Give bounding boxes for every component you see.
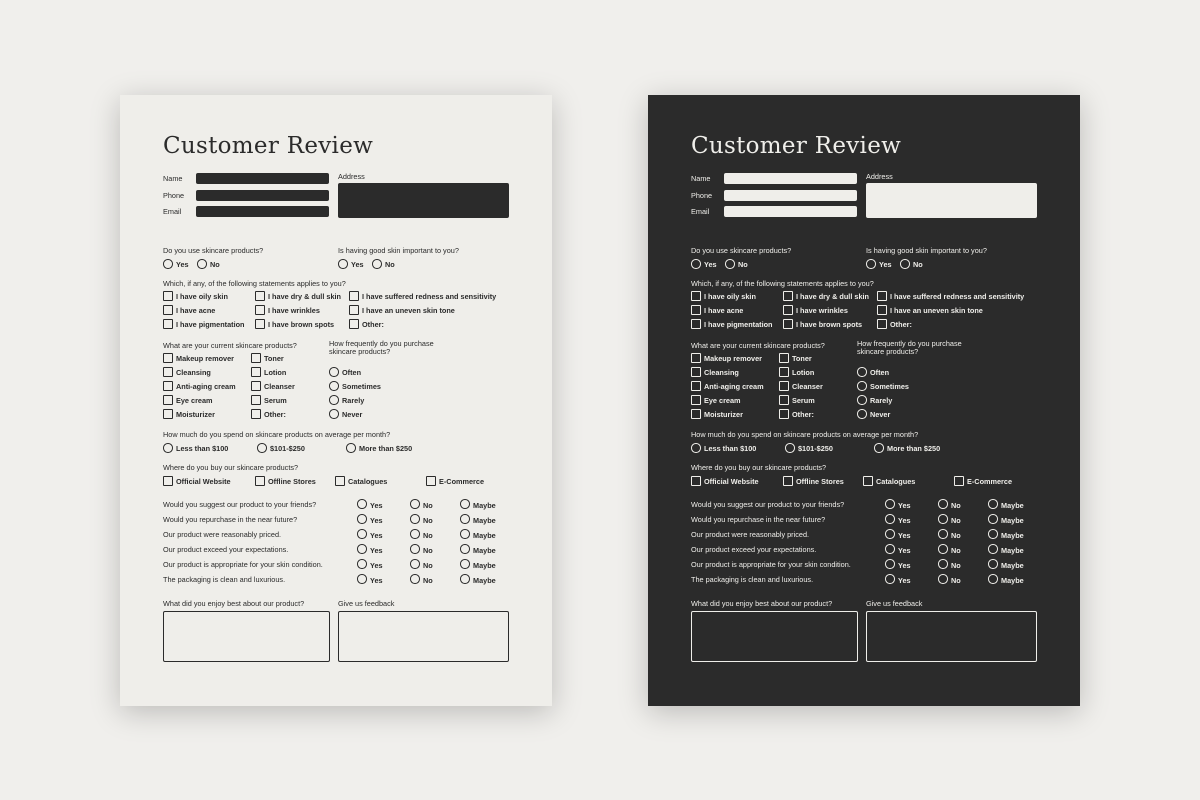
option-label: Official Website: [704, 477, 759, 486]
option-label: E-Commerce: [439, 477, 485, 486]
email-label: Email: [691, 207, 710, 216]
option-label: Maybe: [1001, 561, 1024, 570]
checkbox[interactable]: [251, 409, 261, 419]
option-label: $101-$250: [798, 444, 833, 453]
checkbox[interactable]: [691, 319, 701, 329]
option-label: No: [738, 260, 748, 269]
option-label: No: [210, 260, 220, 269]
radio-maybe[interactable]: [460, 529, 470, 539]
option-label: Sometimes: [870, 382, 909, 391]
radio-yes[interactable]: [885, 514, 895, 524]
checkbox[interactable]: [779, 381, 789, 391]
option-label: No: [423, 501, 433, 510]
option-label: Official Website: [176, 477, 231, 486]
option-label: Less than $100: [704, 444, 757, 453]
question-label: How much do you spend on skincare products on average per month?: [163, 430, 391, 439]
option-label: No: [423, 561, 433, 570]
option-label: Maybe: [1001, 576, 1024, 585]
checkbox[interactable]: [251, 395, 261, 405]
option-label: Anti-aging cream: [704, 382, 764, 391]
option-label: Maybe: [473, 516, 496, 525]
email-label: Email: [163, 207, 182, 216]
option-label: Yes: [370, 561, 383, 570]
feedback-textarea[interactable]: [866, 611, 1037, 662]
question-label: Where do you buy our skincare products?: [691, 463, 827, 472]
option-label: I have pigmentation: [176, 320, 245, 329]
email-field[interactable]: [724, 206, 857, 217]
question-label: Which, if any, of the following statements applies to you?: [691, 279, 874, 288]
option-label: Maybe: [1001, 501, 1024, 510]
question-label: What are your current skincare products?: [163, 341, 297, 350]
checkbox[interactable]: [255, 319, 265, 329]
checkbox[interactable]: [877, 291, 887, 301]
checkbox[interactable]: [255, 305, 265, 315]
checkbox[interactable]: [163, 291, 173, 301]
radio-maybe[interactable]: [988, 574, 998, 584]
option-label: Often: [342, 368, 362, 377]
enjoy-textarea[interactable]: [163, 611, 330, 662]
question-label: What are your current skincare products?: [691, 341, 825, 350]
checkbox[interactable]: [335, 476, 345, 486]
question-label: How frequently do you purchase: [329, 339, 434, 348]
radio-yes[interactable]: [885, 544, 895, 554]
radio-maybe[interactable]: [460, 514, 470, 524]
radio-no[interactable]: [410, 559, 420, 569]
radio-maybe[interactable]: [988, 514, 998, 524]
option-label: I have pigmentation: [704, 320, 773, 329]
option-label: I have suffered redness and sensitivity: [362, 292, 497, 301]
option-label: Makeup remover: [704, 354, 762, 363]
checkbox[interactable]: [255, 291, 265, 301]
name-field[interactable]: [196, 173, 329, 184]
option-label: Yes: [370, 546, 383, 555]
option-label: Catalogues: [348, 477, 388, 486]
radio-yes[interactable]: [885, 529, 895, 539]
rating-question: Our product exceed your expectations.: [163, 545, 289, 554]
option-label: Eye cream: [176, 396, 213, 405]
option-label: Cleansing: [704, 368, 739, 377]
checkbox[interactable]: [691, 353, 701, 363]
radio-no[interactable]: [410, 574, 420, 584]
radio-no[interactable]: [372, 259, 382, 269]
option-label: No: [951, 501, 961, 510]
radio-no[interactable]: [938, 499, 948, 509]
checkbox[interactable]: [877, 305, 887, 315]
option-label: I have brown spots: [796, 320, 863, 329]
option-label: No: [951, 561, 961, 570]
option-label: Cleansing: [176, 368, 211, 377]
rating-question: Our product exceed your expectations.: [691, 545, 817, 554]
option-label: Yes: [370, 531, 383, 540]
checkbox[interactable]: [251, 381, 261, 391]
option-label: Offline Stores: [268, 477, 316, 486]
phone-field[interactable]: [724, 190, 857, 201]
question-label: skincare products?: [857, 347, 919, 356]
option-label: Yes: [370, 516, 383, 525]
rating-question: The packaging is clean and luxurious.: [691, 575, 814, 584]
radio-maybe[interactable]: [988, 544, 998, 554]
option-label: No: [951, 531, 961, 540]
option-label: No: [951, 546, 961, 555]
option-label: Yes: [898, 531, 911, 540]
rating-question: Would you suggest our product to your friends?: [163, 500, 317, 509]
enjoy-textarea[interactable]: [691, 611, 858, 662]
option-label: Cleanser: [264, 382, 295, 391]
question-label: Give us feedback: [866, 599, 923, 608]
option-label: I have dry & dull skin: [796, 292, 869, 301]
checkbox[interactable]: [163, 409, 173, 419]
radio-maybe[interactable]: [988, 529, 998, 539]
checkbox[interactable]: [783, 291, 793, 301]
radio-button[interactable]: [329, 367, 339, 377]
checkbox[interactable]: [954, 476, 964, 486]
option-label: More than $250: [887, 444, 941, 453]
option-label: Maybe: [473, 561, 496, 570]
form-title: Customer Review: [163, 133, 374, 159]
option-label: Serum: [264, 396, 287, 405]
option-label: No: [385, 260, 395, 269]
checkbox[interactable]: [691, 409, 701, 419]
option-label: Makeup remover: [176, 354, 234, 363]
option-label: No: [951, 576, 961, 585]
radio-yes[interactable]: [691, 259, 701, 269]
option-label: Eye cream: [704, 396, 741, 405]
option-label: Anti-aging cream: [176, 382, 236, 391]
checkbox[interactable]: [163, 476, 173, 486]
radio-button[interactable]: [857, 367, 867, 377]
radio-no[interactable]: [725, 259, 735, 269]
option-label: Yes: [898, 546, 911, 555]
radio-button[interactable]: [329, 395, 339, 405]
checkbox[interactable]: [779, 353, 789, 363]
question-label: Do you use skincare products?: [691, 246, 792, 255]
option-label: Other:: [792, 410, 814, 419]
checkbox[interactable]: [251, 367, 261, 377]
name-label: Name: [691, 174, 711, 183]
checkbox[interactable]: [691, 291, 701, 301]
option-label: Lotion: [792, 368, 815, 377]
option-label: I have an uneven skin tone: [362, 306, 455, 315]
option-label: No: [913, 260, 923, 269]
radio-maybe[interactable]: [460, 544, 470, 554]
option-label: Serum: [792, 396, 815, 405]
radio-button[interactable]: [329, 409, 339, 419]
radio-button[interactable]: [874, 443, 884, 453]
option-label: Toner: [264, 354, 284, 363]
option-label: Yes: [898, 576, 911, 585]
radio-button[interactable]: [346, 443, 356, 453]
checkbox[interactable]: [255, 476, 265, 486]
name-label: Name: [163, 174, 183, 183]
checkbox[interactable]: [863, 476, 873, 486]
checkbox[interactable]: [349, 305, 359, 315]
option-label: I have brown spots: [268, 320, 335, 329]
radio-no[interactable]: [938, 529, 948, 539]
rating-question: Would you repurchase in the near future?: [163, 515, 298, 524]
checkbox[interactable]: [779, 409, 789, 419]
question-label: Where do you buy our skincare products?: [163, 463, 299, 472]
radio-yes[interactable]: [357, 499, 367, 509]
option-label: I have oily skin: [704, 292, 756, 301]
option-label: Rarely: [342, 396, 365, 405]
question-label: Which, if any, of the following statements applies to you?: [163, 279, 346, 288]
option-label: Yes: [370, 576, 383, 585]
option-label: Yes: [351, 260, 364, 269]
radio-yes[interactable]: [885, 559, 895, 569]
option-label: I have dry & dull skin: [268, 292, 341, 301]
address-label: Address: [866, 172, 893, 181]
checkbox[interactable]: [783, 319, 793, 329]
option-label: Toner: [792, 354, 812, 363]
option-label: $101-$250: [270, 444, 305, 453]
option-label: Yes: [879, 260, 892, 269]
radio-yes[interactable]: [885, 499, 895, 509]
radio-yes[interactable]: [357, 529, 367, 539]
radio-yes[interactable]: [357, 559, 367, 569]
checkbox[interactable]: [251, 353, 261, 363]
option-label: Yes: [370, 501, 383, 510]
option-label: Catalogues: [876, 477, 916, 486]
radio-no[interactable]: [938, 544, 948, 554]
rating-question: Our product is appropriate for your skin condition.: [691, 560, 851, 569]
radio-no[interactable]: [410, 499, 420, 509]
option-label: Yes: [898, 516, 911, 525]
option-label: I have an uneven skin tone: [890, 306, 983, 315]
radio-maybe[interactable]: [988, 559, 998, 569]
option-label: No: [423, 576, 433, 585]
address-field[interactable]: [866, 183, 1037, 218]
checkbox[interactable]: [349, 291, 359, 301]
radio-yes[interactable]: [357, 514, 367, 524]
option-label: Moisturizer: [176, 410, 215, 419]
radio-no[interactable]: [938, 514, 948, 524]
question-label: How frequently do you purchase: [857, 339, 962, 348]
radio-button[interactable]: [163, 443, 173, 453]
rating-question: Our product is appropriate for your skin condition.: [163, 560, 323, 569]
option-label: Never: [342, 410, 363, 419]
checkbox[interactable]: [349, 319, 359, 329]
question-label: Give us feedback: [338, 599, 395, 608]
checkbox[interactable]: [691, 305, 701, 315]
phone-field[interactable]: [196, 190, 329, 201]
radio-no[interactable]: [900, 259, 910, 269]
option-label: Yes: [898, 501, 911, 510]
radio-button[interactable]: [785, 443, 795, 453]
rating-question: Our product were reasonably priced.: [691, 530, 810, 539]
question-label: What did you enjoy best about our product?: [691, 599, 833, 608]
option-label: No: [951, 516, 961, 525]
option-label: Other:: [890, 320, 912, 329]
radio-no[interactable]: [410, 544, 420, 554]
checkbox[interactable]: [691, 381, 701, 391]
radio-button[interactable]: [857, 395, 867, 405]
checkbox[interactable]: [163, 367, 173, 377]
option-label: Maybe: [473, 546, 496, 555]
checkbox[interactable]: [783, 476, 793, 486]
radio-maybe[interactable]: [460, 499, 470, 509]
option-label: Less than $100: [176, 444, 229, 453]
checkbox[interactable]: [779, 367, 789, 377]
radio-no[interactable]: [410, 529, 420, 539]
radio-yes[interactable]: [357, 574, 367, 584]
option-label: I have wrinkles: [268, 306, 320, 315]
rating-question: Would you repurchase in the near future?: [691, 515, 826, 524]
checkbox[interactable]: [163, 319, 173, 329]
option-label: More than $250: [359, 444, 413, 453]
feedback-textarea[interactable]: [338, 611, 509, 662]
option-label: Yes: [176, 260, 189, 269]
option-label: Often: [870, 368, 890, 377]
checkbox[interactable]: [426, 476, 436, 486]
option-label: Maybe: [473, 501, 496, 510]
radio-button[interactable]: [257, 443, 267, 453]
form-page-light: [120, 95, 552, 706]
option-label: No: [423, 531, 433, 540]
email-field[interactable]: [196, 206, 329, 217]
option-label: Maybe: [1001, 516, 1024, 525]
question-label: skincare products?: [329, 347, 391, 356]
option-label: Other:: [362, 320, 384, 329]
checkbox[interactable]: [691, 367, 701, 377]
option-label: Moisturizer: [704, 410, 743, 419]
checkbox[interactable]: [163, 381, 173, 391]
radio-yes[interactable]: [338, 259, 348, 269]
option-label: Other:: [264, 410, 286, 419]
form-page-dark: [648, 95, 1080, 706]
option-label: I have acne: [704, 306, 744, 315]
radio-no[interactable]: [410, 514, 420, 524]
address-label: Address: [338, 172, 365, 181]
form-title: Customer Review: [691, 133, 902, 159]
question-label: How much do you spend on skincare products on average per month?: [691, 430, 919, 439]
radio-button[interactable]: [691, 443, 701, 453]
radio-maybe[interactable]: [988, 499, 998, 509]
name-field[interactable]: [724, 173, 857, 184]
option-label: No: [423, 546, 433, 555]
radio-button[interactable]: [857, 381, 867, 391]
option-label: Yes: [704, 260, 717, 269]
checkbox[interactable]: [691, 395, 701, 405]
radio-no[interactable]: [938, 574, 948, 584]
radio-maybe[interactable]: [460, 574, 470, 584]
option-label: Offline Stores: [796, 477, 844, 486]
question-label: Do you use skincare products?: [163, 246, 264, 255]
checkbox[interactable]: [783, 305, 793, 315]
checkbox[interactable]: [163, 353, 173, 363]
option-label: Maybe: [473, 531, 496, 540]
radio-yes[interactable]: [866, 259, 876, 269]
option-label: Maybe: [1001, 546, 1024, 555]
radio-no[interactable]: [938, 559, 948, 569]
checkbox[interactable]: [779, 395, 789, 405]
option-label: Maybe: [1001, 531, 1024, 540]
rating-question: Would you suggest our product to your friends?: [691, 500, 845, 509]
radio-yes[interactable]: [357, 544, 367, 554]
phone-label: Phone: [163, 191, 185, 200]
option-label: Maybe: [473, 576, 496, 585]
question-label: What did you enjoy best about our product?: [163, 599, 305, 608]
option-label: I have acne: [176, 306, 216, 315]
phone-label: Phone: [691, 191, 713, 200]
option-label: Lotion: [264, 368, 287, 377]
question-label: Is having good skin important to you?: [866, 246, 987, 255]
rating-question: The packaging is clean and luxurious.: [163, 575, 286, 584]
option-label: Cleanser: [792, 382, 823, 391]
address-field[interactable]: [338, 183, 509, 218]
option-label: I have suffered redness and sensitivity: [890, 292, 1025, 301]
option-label: Sometimes: [342, 382, 381, 391]
option-label: No: [423, 516, 433, 525]
radio-button[interactable]: [329, 381, 339, 391]
option-label: Yes: [898, 561, 911, 570]
option-label: I have wrinkles: [796, 306, 848, 315]
radio-button[interactable]: [857, 409, 867, 419]
question-label: Is having good skin important to you?: [338, 246, 459, 255]
option-label: E-Commerce: [967, 477, 1013, 486]
rating-question: Our product were reasonably priced.: [163, 530, 282, 539]
checkbox[interactable]: [163, 395, 173, 405]
option-label: I have oily skin: [176, 292, 228, 301]
radio-yes[interactable]: [163, 259, 173, 269]
option-label: Rarely: [870, 396, 893, 405]
checkbox[interactable]: [691, 476, 701, 486]
radio-no[interactable]: [197, 259, 207, 269]
radio-yes[interactable]: [885, 574, 895, 584]
radio-maybe[interactable]: [460, 559, 470, 569]
checkbox[interactable]: [877, 319, 887, 329]
checkbox[interactable]: [163, 305, 173, 315]
option-label: Never: [870, 410, 891, 419]
